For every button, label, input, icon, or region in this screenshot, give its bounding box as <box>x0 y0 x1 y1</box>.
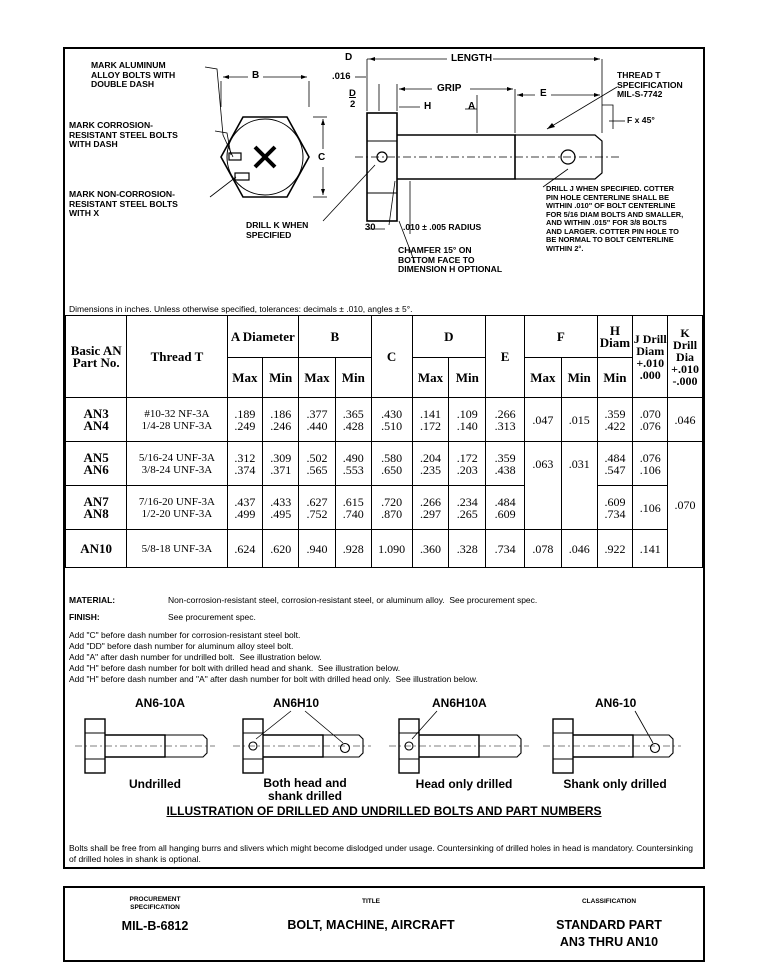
cell-thread: 7/16-20 UNF-3A 1/2-20 UNF-3A <box>127 486 227 530</box>
classification-label: CLASSIFICATION <box>581 898 637 905</box>
header-f: F <box>525 316 598 358</box>
dim-016-label: .016 <box>332 71 351 82</box>
cell-b-max: .627 .752 <box>299 486 336 530</box>
header-a-diameter: A Diameter <box>227 316 299 358</box>
cell-thread: 5/16-24 UNF-3A 3/8-24 UNF-3A <box>127 442 227 486</box>
header-d: D <box>412 316 486 358</box>
cell-part: AN5 AN6 <box>66 442 127 486</box>
header-a-min: Min <box>263 358 299 398</box>
finish-label: FINISH: <box>69 612 100 622</box>
material-label: MATERIAL: <box>69 595 116 605</box>
cell-thread: #10-32 NF-3A 1/4-28 UNF-3A <box>127 398 227 442</box>
header-a-max: Max <box>227 358 263 398</box>
cell-a-min: .620 <box>263 530 299 568</box>
cell-h-min: .922 <box>597 530 633 568</box>
table-row <box>66 486 703 530</box>
cell-e: .359 .438 <box>486 442 525 486</box>
illustration-bolts <box>65 709 703 784</box>
cell-a-max: .624 <box>227 530 263 568</box>
dim-h-label: H <box>424 101 432 112</box>
header-basic-part: Basic AN Part No. <box>66 316 127 398</box>
cell-b-max: .377 .440 <box>299 398 336 442</box>
cell-part: AN7 AN8 <box>66 486 127 530</box>
cell-f-max: .047 <box>525 398 562 442</box>
illustration-part-4: AN6-10 <box>595 696 637 710</box>
burr-note: Bolts shall be free from all hanging burrs and slivers which might become dislodged under usage. Countersinking of drilled holes in head is mandatory. Countersinking of drilled holes in shank is optional. <box>69 843 693 864</box>
header-c: C <box>371 316 412 398</box>
cell-f-max: .078 <box>525 530 562 568</box>
illustration-part-1: AN6-10A <box>135 696 186 710</box>
illustration-part-2: AN6H10 <box>273 696 320 710</box>
header-k-drill: K Drill Dia +.010 -.000 <box>668 316 703 398</box>
dim-d2-denominator: 2 <box>350 99 356 110</box>
add-note-4: Add "H" before dash number for bolt with drilled head and shank. See illustration below. <box>69 663 401 673</box>
cell-part: AN3 AN4 <box>66 398 127 442</box>
table-row <box>66 530 703 568</box>
dim-b-label: B <box>252 70 260 81</box>
header-e: E <box>486 316 525 398</box>
cell-j: .070 .076 <box>633 398 668 442</box>
dim-length-label: LENGTH <box>451 53 493 64</box>
cell-d-max: .204 .235 <box>412 442 449 486</box>
mark-aluminum-note: MARK ALUMINUM ALLOY BOLTS WITH DOUBLE DASH <box>91 60 176 89</box>
cell-b-min: .928 <box>335 530 371 568</box>
cell-d-max: .141 .172 <box>412 398 449 442</box>
table-row <box>66 442 703 486</box>
add-note-1: Add "C" before dash number for corrosion-resistant steel bolt. <box>69 630 301 640</box>
cell-f-min: .015 <box>561 398 597 442</box>
bolt-head-drilled <box>389 711 529 773</box>
dim-e-label: E <box>540 88 547 99</box>
cell-thread: 5/8-18 UNF-3A <box>127 530 227 568</box>
header-thread: Thread T <box>127 316 227 398</box>
material-text: Non-corrosion-resistant steel, corrosion-resistant steel, or aluminum alloy. See procurement spec. <box>168 595 538 605</box>
bolt-undrilled <box>75 719 215 773</box>
bolt-both-drilled <box>233 711 371 773</box>
cell-e: .266 .313 <box>486 398 525 442</box>
illustration-caption-4: Shank only drilled <box>563 777 667 791</box>
header-f-max: Max <box>525 358 562 398</box>
chamfer-note: CHAMFER 15° ON BOTTOM FACE TO DIMENSION H OPTIONAL <box>398 245 503 274</box>
cell-d-min: .328 <box>449 530 486 568</box>
cell-h-min: .609 .734 <box>597 486 633 530</box>
dim-a-label: A <box>468 101 476 112</box>
radius-note: .010 ± .005 RADIUS <box>403 222 482 232</box>
cell-e: .484 .609 <box>486 486 525 530</box>
procurement-label: PROCUREMENT SPECIFICATION <box>129 896 181 911</box>
cell-j: .141 <box>633 530 668 568</box>
cell-a-max: .189 .249 <box>227 398 263 442</box>
add-note-3: Add "A" after dash number for undrilled bolt. See illustration below. <box>69 652 322 662</box>
cell-d-min: .109 .140 <box>449 398 486 442</box>
title-value: BOLT, MACHINE, AIRCRAFT <box>287 918 455 932</box>
illustration-caption-1: Undrilled <box>128 777 181 791</box>
spec-sheet <box>63 47 705 869</box>
cell-a-min: .433 .495 <box>263 486 299 530</box>
illustration-caption-2: Both head and shank drilled <box>263 776 347 803</box>
cell-a-min: .309 .371 <box>263 442 299 486</box>
add-note-5: Add "H" before dash number and "A" after dash number for bolt with drilled head only. See illustration below. <box>69 674 478 684</box>
cell-c: .580 .650 <box>371 442 412 486</box>
cell-b-min: .615 .740 <box>335 486 371 530</box>
cell-c: 1.090 <box>371 530 412 568</box>
cell-c: .720 .870 <box>371 486 412 530</box>
header-d-min: Min <box>449 358 486 398</box>
dimensions-table <box>65 315 703 568</box>
mark-corrosion-note: MARK CORROSION- RESISTANT STEEL BOLTS WITH DASH <box>69 120 178 149</box>
mark-noncorrosion-note: MARK NON-CORROSION- RESISTANT STEEL BOLTS WITH X <box>69 189 178 218</box>
dim-d2-numerator: D <box>349 88 356 99</box>
cell-b-max: .940 <box>299 530 336 568</box>
cell-d-min: .172 .203 <box>449 442 486 486</box>
procurement-value: MIL-B-6812 <box>121 919 189 933</box>
cell-b-min: .365 .428 <box>335 398 371 442</box>
thread-spec-note: THREAD T SPECIFICATION MIL-S-7742 <box>617 70 683 99</box>
table-row <box>66 398 703 442</box>
cell-a-max: .312 .374 <box>227 442 263 486</box>
title-label: TITLE <box>361 898 381 905</box>
dimensions-note: Dimensions in inches. Unless otherwise specified, tolerances: decimals ± .010, angles ± 5°. <box>69 304 413 314</box>
cell-b-min: .490 .553 <box>335 442 371 486</box>
cell-b-max: .502 .565 <box>299 442 336 486</box>
classification-value: STANDARD PART AN3 THRU AN10 <box>556 918 662 949</box>
cell-c: .430 .510 <box>371 398 412 442</box>
header-j-drill: J Drill Diam +.010 .000 <box>633 316 668 398</box>
header-h-min: Min <box>597 358 633 398</box>
cell-a-min: .186 .246 <box>263 398 299 442</box>
illustration-caption-3: Head only drilled <box>415 777 513 791</box>
dim-c-label: C <box>318 152 326 163</box>
cell-part: AN10 <box>66 530 127 568</box>
illustration-title: ILLUSTRATION OF DRILLED AND UNDRILLED BOLTS AND PART NUMBERS <box>166 804 602 818</box>
add-note-2: Add "DD" before dash number for aluminum alloy steel bolt. <box>69 641 294 651</box>
cell-e: .734 <box>486 530 525 568</box>
cell-k: .070 <box>668 442 703 568</box>
cell-f-min: .031 <box>561 442 597 530</box>
dim-grip-label: GRIP <box>437 83 462 94</box>
cell-j: .076 .106 <box>633 442 668 486</box>
cell-d-max: .266 .297 <box>412 486 449 530</box>
header-b-max: Max <box>299 358 336 398</box>
chamfer-f-label: F x 45° <box>627 115 655 125</box>
cell-d-max: .360 <box>412 530 449 568</box>
header-b-min: Min <box>335 358 371 398</box>
drill-j-note: DRILL J WHEN SPECIFIED. COTTER PIN HOLE CENTERLINE SHALL BE WITHIN .010" OF BOLT CENTERLINE FOR 5/16 DIAM BOLTS AND SMALLER, AND WITHIN .015" FOR 3/8 BOLTS AND LARGER. COTTER PIN HOLE TO BE NORMAL TO BOLT CENTERLINE WITHIN 2°. <box>546 184 684 253</box>
header-d-max: Max <box>412 358 449 398</box>
cell-d-min: .234 .265 <box>449 486 486 530</box>
cell-j: .106 <box>633 486 668 530</box>
header-b: B <box>299 316 372 358</box>
drill-k-note: DRILL K WHEN SPECIFIED <box>246 220 309 240</box>
title-block <box>63 886 705 962</box>
cell-h-min: .484 .547 <box>597 442 633 486</box>
illustration-part-3: AN6H10A <box>432 696 487 710</box>
header-f-min: Min <box>561 358 597 398</box>
cell-a-max: .437 .499 <box>227 486 263 530</box>
bolt-head-side <box>367 113 397 221</box>
dim-d-label: D <box>345 52 353 63</box>
header-h-diam: H Diam <box>597 316 633 358</box>
finish-text: See procurement spec. <box>168 612 256 622</box>
cell-f-min: .046 <box>561 530 597 568</box>
dim-30-label: 30 <box>365 222 376 233</box>
cell-k: .046 <box>668 398 703 442</box>
cell-h-min: .359 .422 <box>597 398 633 442</box>
cell-f-max: .063 <box>525 442 562 530</box>
bolt-shank-drilled <box>543 711 681 773</box>
